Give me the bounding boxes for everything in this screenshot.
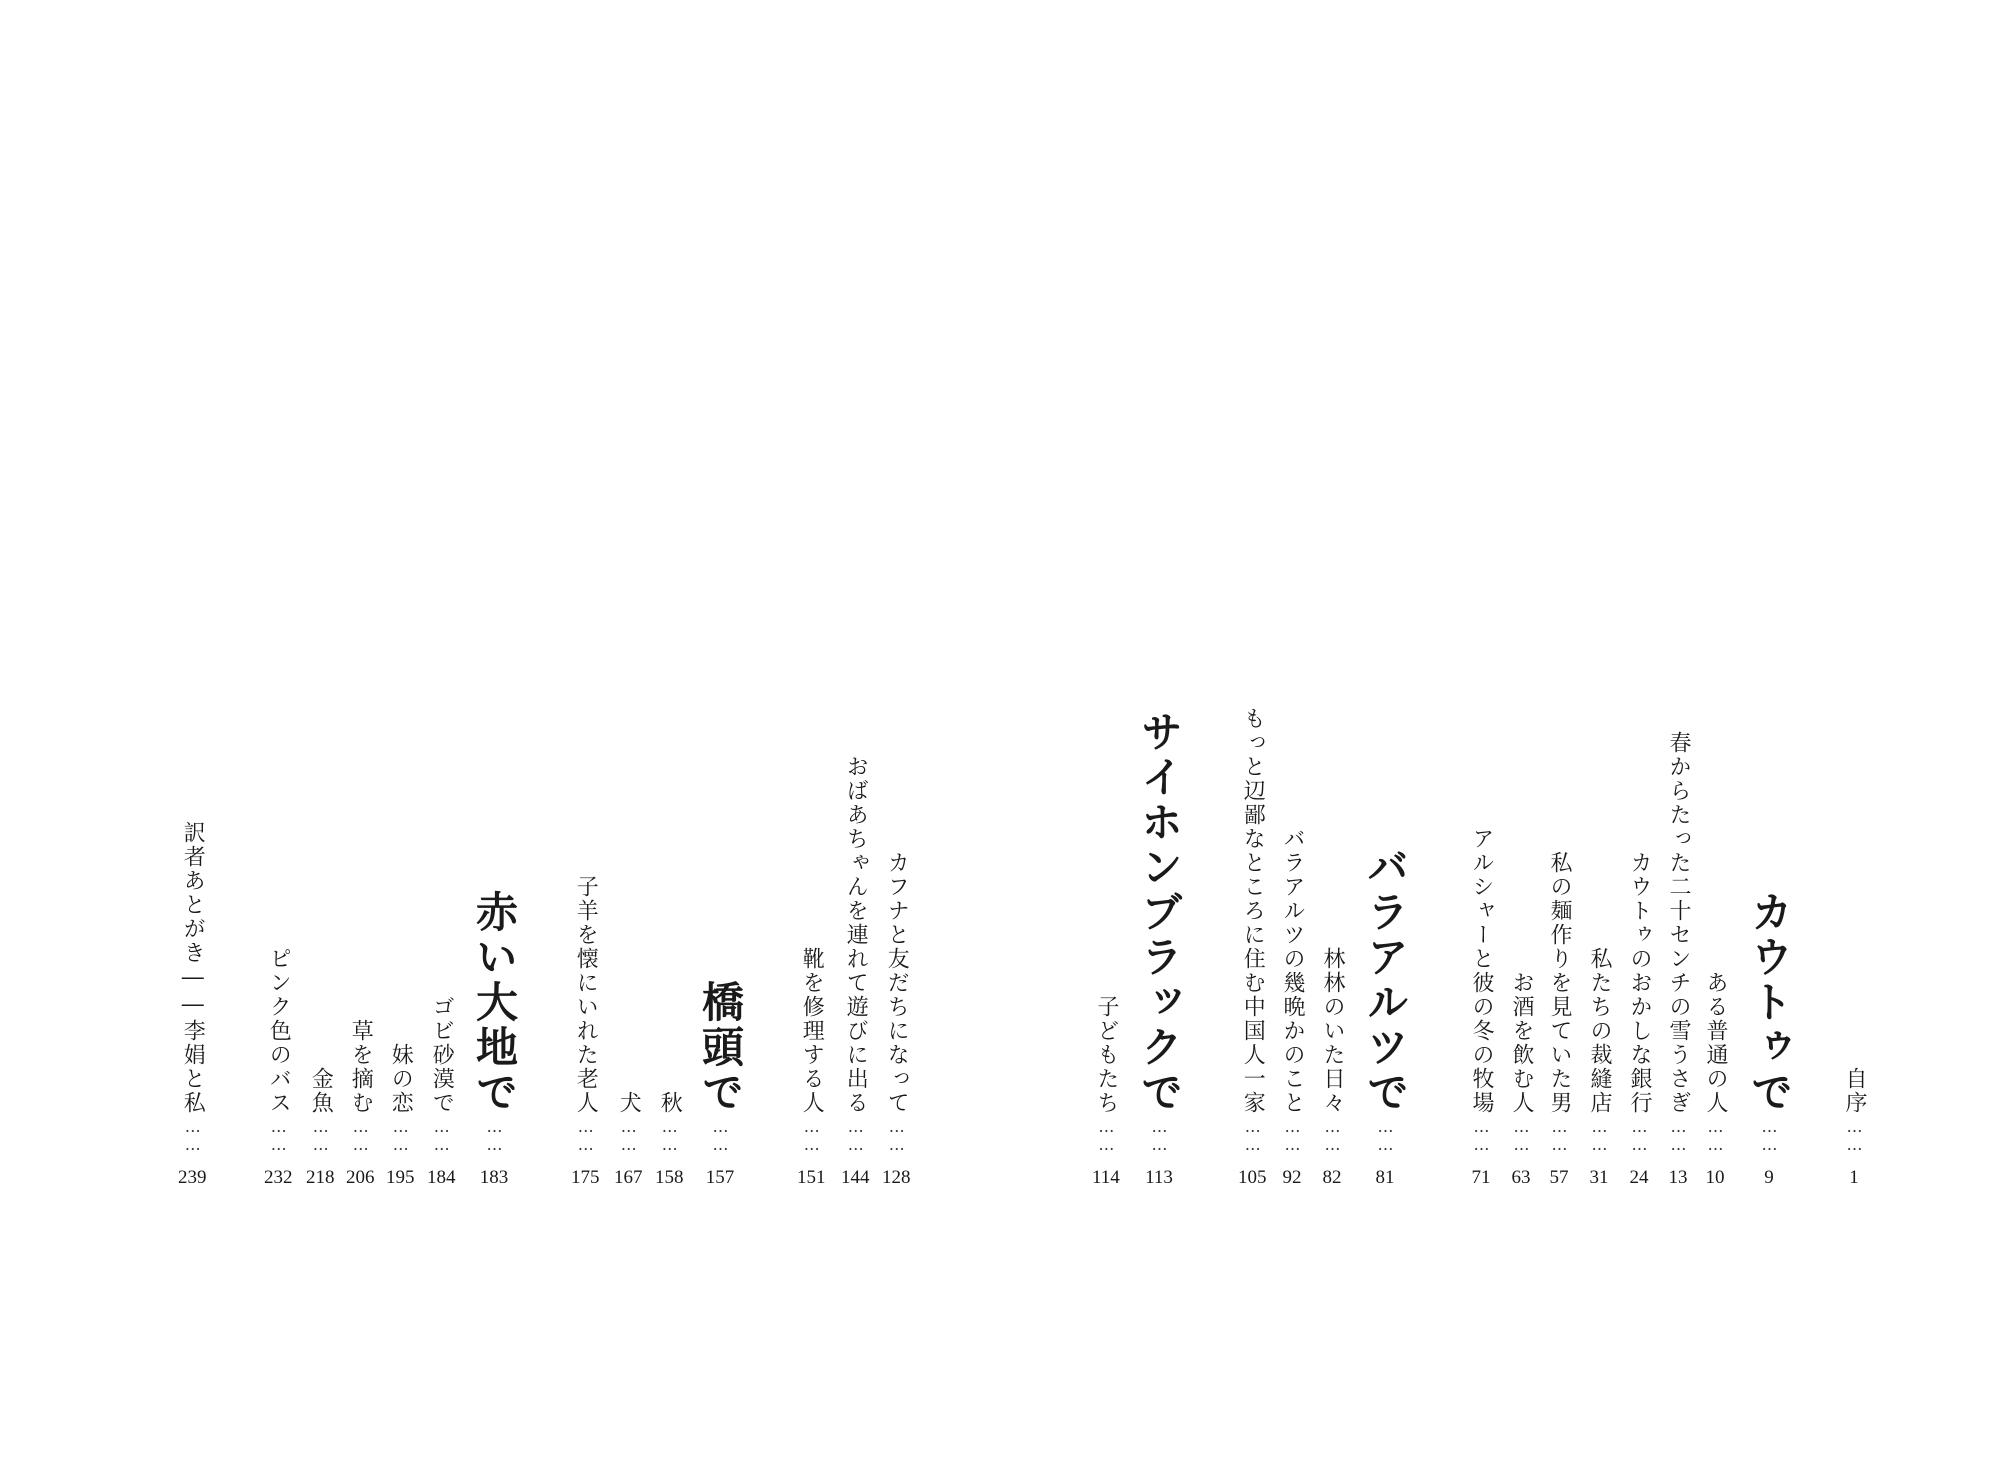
toc-entry-kohitsuji[interactable] [571,875,600,1189]
toc-leader: …… [1376,1117,1395,1153]
toc-leader: …… [619,1117,639,1153]
toc-title: 妹の恋 [388,1043,414,1115]
toc-title: 林林のいた日々 [1320,947,1345,1115]
toc-leader: …… [1512,1117,1531,1153]
toc-leader: …… [351,1117,371,1153]
toc-entry-kutsu[interactable] [797,947,826,1189]
toc-leader: …… [311,1117,331,1153]
toc-page-number: 24 [1629,1167,1649,1188]
toc-leader: …… [1150,1117,1169,1153]
toc-page-number: 71 [1471,1167,1491,1188]
toc-page-number: 158 [655,1167,684,1188]
toc-leader: …… [1550,1117,1569,1153]
toc-leader: …… [1760,1117,1779,1153]
toc-page-number: 157 [705,1167,735,1188]
toc-title: バラアルツの幾晩かのこと [1280,827,1305,1115]
toc-leader: …… [802,1117,822,1153]
toc-section-title: 赤い大地で [470,890,519,1115]
toc-leader: …… [1590,1117,1609,1153]
toc-entry-henpi[interactable] [1238,707,1267,1189]
toc-entry-sake[interactable] [1510,971,1532,1189]
toc-title: ピンク色のバス [266,947,292,1115]
toc-leader: …… [432,1117,452,1153]
toc-entry-bokujo[interactable] [1470,827,1492,1189]
toc-page-number: 105 [1238,1167,1267,1188]
toc-title: もっと辺鄙なところに住む中国人一家 [1240,707,1266,1115]
toc-title: 子どもたち [1093,995,1119,1115]
toc-page-number: 57 [1549,1167,1569,1188]
toc-leader: …… [1323,1117,1342,1153]
toc-entry-imouto[interactable] [386,1043,415,1189]
toc-title: カウトゥのおかしな銀行 [1627,851,1652,1115]
toc-leader: …… [1706,1117,1725,1153]
toc-page-number: 239 [178,1167,207,1188]
toc-page-number: 92 [1282,1167,1302,1188]
toc-section-saihon[interactable] [1135,710,1184,1189]
toc-entry-rinrin[interactable] [1321,947,1343,1189]
toc-entry-inu[interactable] [614,1091,643,1189]
toc-page-number: 1 [1849,1167,1859,1188]
toc-page-number: 206 [346,1167,375,1188]
toc-entry-men[interactable] [1548,851,1570,1189]
toc-page-number: 183 [479,1167,509,1188]
toc-title: 私たちの裁縫店 [1587,947,1612,1115]
toc-page-number: 144 [841,1167,870,1188]
toc-section-kyoto[interactable] [696,980,745,1189]
toc-leader: …… [660,1117,680,1153]
toc-title: 犬 [616,1091,642,1115]
toc-leader: …… [183,1117,203,1153]
toc-page-number: 81 [1375,1167,1395,1188]
toc-entry-jijo[interactable] [1843,1067,1865,1189]
toc-leader: …… [846,1117,866,1153]
toc-entry-ginko[interactable] [1628,851,1650,1189]
toc-title: 春からたった二十センチの雪うさぎ [1666,731,1691,1115]
toc-title: 秋 [657,1091,683,1115]
toc-entry-haru[interactable] [1667,731,1689,1189]
toc-page-number: 195 [386,1167,415,1188]
toc-entry-kusa[interactable] [346,1019,375,1189]
toc-page-number: 175 [571,1167,600,1188]
toc-section-akaidaichi[interactable] [470,890,519,1189]
toc-entry-aki[interactable] [655,1091,684,1189]
toc-title: 訳者あとがき――李娟と私 [180,821,206,1115]
toc-page-number: 82 [1322,1167,1342,1188]
toc-leader: …… [887,1117,907,1153]
toc-entry-obaachan[interactable] [841,755,870,1189]
toc-section-title: カウトゥで [1745,890,1794,1115]
toc-entry-saihou[interactable] [1588,947,1610,1189]
toc-page-number: 9 [1764,1167,1774,1188]
toc-section-title: サイホンブラックで [1135,710,1184,1115]
toc-page-number: 10 [1705,1167,1725,1188]
toc-leader: …… [1243,1117,1263,1153]
toc-page-number: 31 [1589,1167,1609,1188]
toc-title: カフナと友だちになって [884,851,910,1115]
toc-leader: …… [1669,1117,1688,1153]
toc-leader: …… [1472,1117,1491,1153]
toc-page-number: 184 [427,1167,456,1188]
toc-title: お酒を飲む人 [1509,971,1534,1115]
toc-page-number: 128 [882,1167,911,1188]
toc-leader: …… [391,1117,411,1153]
toc-leader: …… [1845,1117,1864,1153]
toc-page-number: 63 [1511,1167,1531,1188]
toc-title: アルシャーと彼の冬の牧場 [1469,827,1494,1115]
toc-title: 草を摘む [348,1019,374,1115]
toc-page-number: 232 [264,1167,293,1188]
toc-leader: …… [1096,1117,1116,1153]
toc-page-number: 218 [306,1167,335,1188]
toc-title: ある普通の人 [1703,971,1728,1115]
toc-page-number: 114 [1092,1167,1120,1188]
toc-leader: …… [576,1117,596,1153]
toc-entry-kodomo[interactable] [1092,995,1120,1189]
toc-entry-kingyo[interactable] [306,1067,335,1189]
toc-entry-futsu[interactable] [1704,971,1726,1189]
toc-entry-pinku[interactable] [264,947,293,1189]
toc-section-title: バラアルツで [1361,845,1410,1115]
toc-title: おばあちゃんを連れて遊びに出る [843,755,869,1115]
toc-entry-kafuna[interactable] [882,851,911,1189]
toc-title: 子羊を懐にいれた老人 [573,875,599,1115]
toc-section-title: 橋頭で [696,980,745,1115]
toc-title: 私の麺作りを見ていた男 [1547,851,1572,1115]
toc-page-number: 13 [1668,1167,1688,1188]
toc-title: 靴を修理する人 [799,947,825,1115]
toc-title: 自序 [1842,1067,1867,1115]
toc-section-kautou[interactable] [1745,890,1794,1189]
toc-leader: …… [269,1117,289,1153]
toc-leader: …… [1283,1117,1302,1153]
toc-title: 金魚 [308,1067,334,1115]
toc-entry-gobi[interactable] [427,995,456,1189]
toc-page-number: 113 [1145,1167,1173,1188]
toc-entry-ikuban[interactable] [1281,827,1303,1189]
toc-leader: …… [485,1117,504,1153]
toc-section-barartsu[interactable] [1361,845,1410,1189]
toc-page-number: 151 [797,1167,826,1188]
toc-title: ゴビ砂漠で [429,995,455,1115]
toc-entry-atogaki[interactable] [178,821,207,1189]
toc-leader: …… [711,1117,730,1153]
toc-leader: …… [1630,1117,1649,1153]
toc-page-number: 167 [614,1167,643,1188]
